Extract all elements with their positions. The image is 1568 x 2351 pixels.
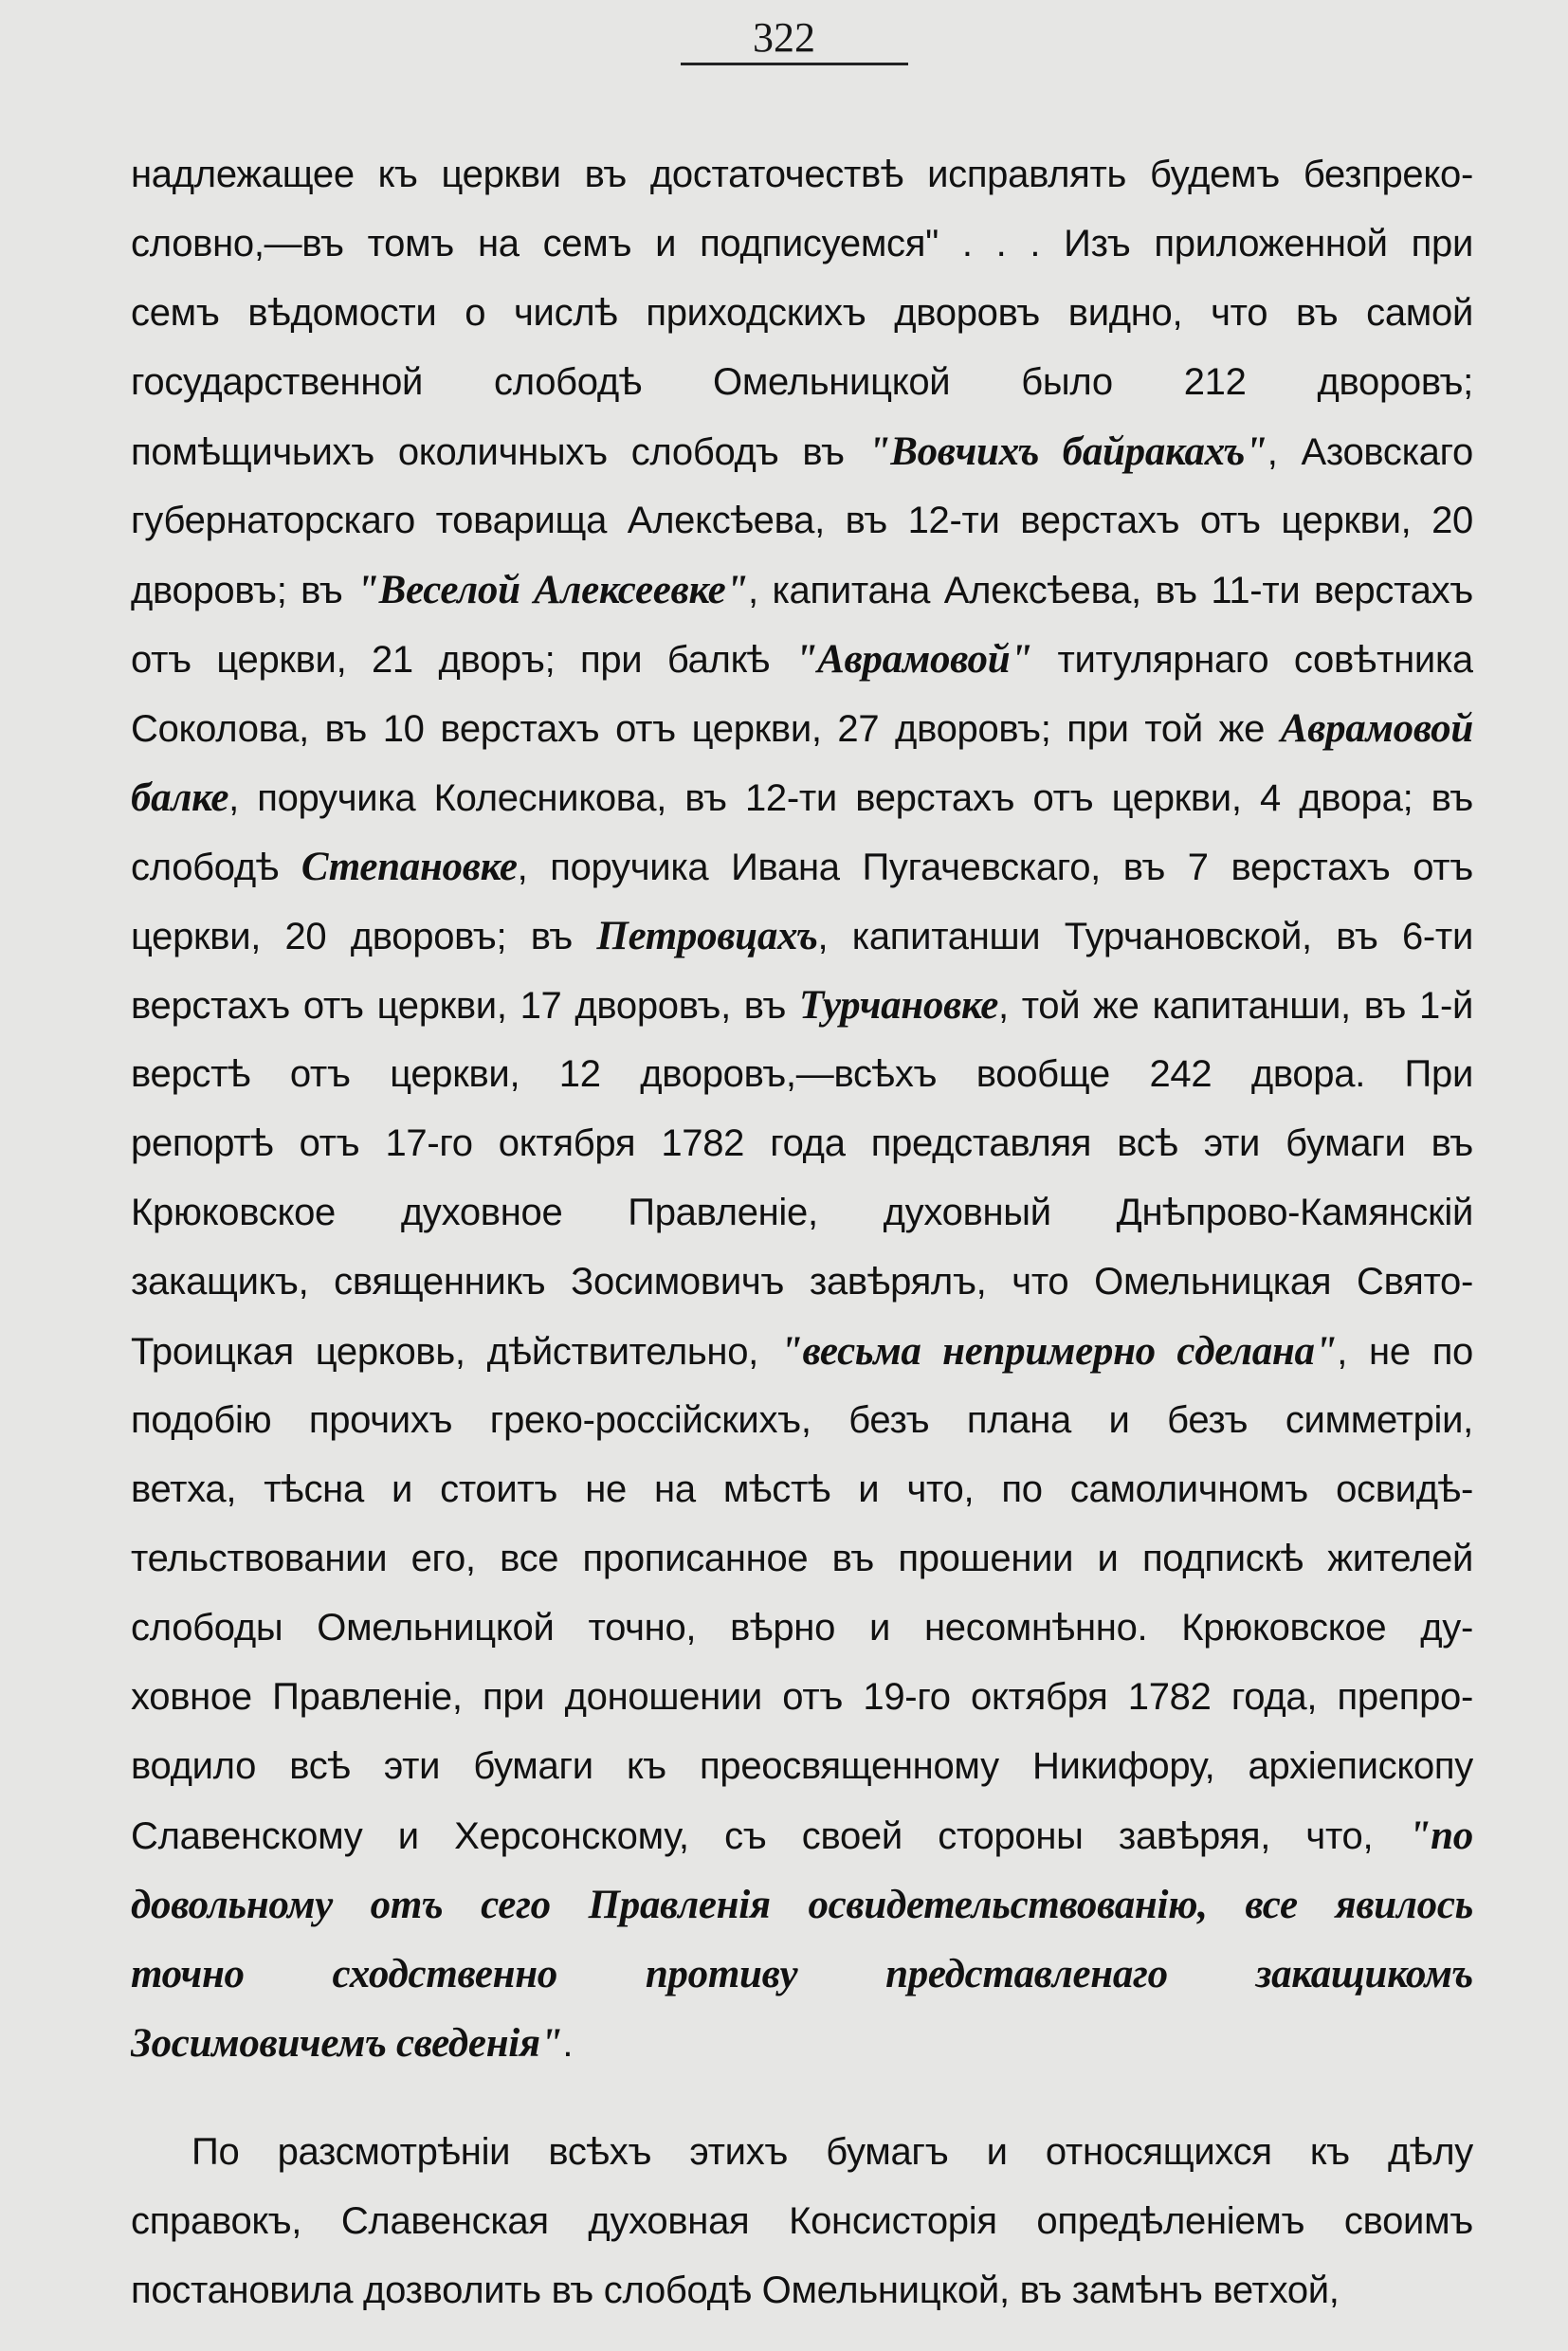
text-segment: словно,—въ томъ на семъ и подписуемся" . . . Изъ приложенной при: [131, 223, 1473, 264]
text-line: [131, 1524, 1473, 1594]
text-segment: титулярнаго совѣтника: [1031, 639, 1473, 681]
text-line: [131, 556, 1473, 625]
text-line: [131, 140, 1473, 210]
text-line: [131, 1386, 1473, 1455]
text-segment: водило всѣ эти бумаги къ преосвященному Никифору, архіепископу: [131, 1745, 1473, 1787]
text-segment: , поручика Колесникова, въ 12-ти верстахъ отъ церкви, 4 двора; въ: [228, 777, 1473, 819]
text-segment: Славенскому и Херсонскому, съ своей стороны завѣряя, что,: [131, 1815, 1409, 1857]
text-segment: отъ церкви, 21 дворъ; при балкѣ: [131, 639, 795, 681]
text-segment: По разсмотрѣніи всѣхъ этихъ бумагъ и относящихся къ дѣлу: [191, 2131, 1473, 2173]
text-line: [131, 902, 1473, 971]
text-segment: , поручика Ивана Пугачевскаго, въ 7 верстахъ отъ: [517, 847, 1473, 888]
text-line: [131, 1178, 1473, 1248]
text-segment: Крюковское духовное Правленіе, духовный Днѣпрово-Камянскій: [131, 1192, 1473, 1233]
italic-phrase: "Веселой Алексеевке": [356, 568, 749, 612]
text-line: [131, 1870, 1473, 1940]
text-line: [131, 210, 1473, 279]
text-segment: верстѣ отъ церкви, 12 дворовъ,—всѣхъ вообще 242 двора. При: [131, 1053, 1473, 1095]
page-number-rule: [681, 63, 908, 65]
text-segment: губернаторскаго товарища Алексѣева, въ 12-ти верстахъ отъ церкви, 20: [131, 500, 1473, 541]
text-segment: дворовъ; въ: [131, 570, 357, 611]
text-line: [131, 832, 1473, 902]
text-line: [131, 2118, 1473, 2187]
text-segment: .: [562, 2023, 574, 2065]
text-line: [131, 763, 1473, 832]
text-segment: слободы Омельницкой точно, вѣрно и несомнѣнно. Крюковское ду-: [131, 1607, 1473, 1649]
text-segment: семъ вѣдомости о числѣ приходскихъ дворовъ видно, что въ самой: [131, 292, 1473, 334]
text-line: [131, 1940, 1473, 2009]
text-segment: Соколова, въ 10 верстахъ отъ церкви, 27 дворовъ; при той же: [131, 708, 1281, 750]
text-line: [131, 1109, 1473, 1178]
text-segment: тельствовании его, все прописанное въ прошении и подпискѣ жителей: [131, 1538, 1473, 1579]
italic-phrase: "Вовчихъ байракахъ": [867, 429, 1267, 474]
text-line: [131, 486, 1473, 556]
text-segment: верстахъ отъ церкви, 17 дворовъ, въ: [131, 985, 800, 1027]
text-segment: Троицкая церковь, дѣйствительно,: [131, 1331, 780, 1373]
page-number: 322: [753, 14, 815, 61]
text-line: [131, 1732, 1473, 1801]
text-segment: слободѣ: [131, 847, 301, 888]
text-line: [131, 1663, 1473, 1732]
italic-phrase: довольному отъ сего Правленія освидетельствованію, все явилось: [131, 1883, 1473, 1927]
text-segment: , капитанши Турчановской, въ 6-ти: [817, 916, 1473, 957]
paragraph-gap: [131, 2078, 1473, 2118]
text-segment: постановила дозволить въ слободѣ Омельницкой, въ замѣнъ ветхой,: [131, 2269, 1340, 2311]
text-line: [131, 971, 1473, 1040]
text-segment: церкви, 20 дворовъ; въ: [131, 916, 597, 957]
paragraph-2: [131, 2118, 1473, 2325]
text-segment: , Азовскаго: [1267, 431, 1473, 473]
text-line: [131, 2256, 1473, 2325]
italic-phrase: "по: [1408, 1813, 1473, 1858]
text-segment: надлежащее къ церкви въ достаточествѣ исправлять будемъ безпреко-: [131, 154, 1473, 195]
text-line: [131, 417, 1473, 486]
italic-phrase: Петровцахъ: [596, 914, 818, 958]
text-line: [131, 2009, 1473, 2078]
text-line: [131, 1594, 1473, 1663]
text-line: [131, 348, 1473, 417]
text-line: [131, 694, 1473, 763]
text-line: [131, 279, 1473, 348]
text-segment: , той же капитанши, въ 1-й: [997, 985, 1473, 1027]
text-line: [131, 1801, 1473, 1870]
italic-phrase: Турчановке: [799, 983, 998, 1028]
paragraph-1: [131, 140, 1473, 2078]
italic-phrase: Степановке: [301, 845, 518, 889]
text-segment: , капитана Алексѣева, въ 11-ти верстахъ: [748, 570, 1473, 611]
italic-phrase: балке: [131, 775, 229, 820]
italic-phrase: "весьма непримерно сделана": [779, 1329, 1338, 1374]
italic-phrase: "Аврамовой": [794, 637, 1032, 682]
text-line: [131, 1455, 1473, 1524]
text-line: [131, 1040, 1473, 1109]
text-segment: подобію прочихъ греко-россійскихъ, безъ плана и безъ симметріи,: [131, 1399, 1473, 1441]
italic-phrase: Аврамовой: [1280, 706, 1473, 751]
text-segment: ветха, тѣсна и стоитъ не на мѣстѣ и что, по самоличномъ освидѣ-: [131, 1468, 1473, 1510]
body-text: [131, 140, 1473, 2325]
text-segment: государственной слободѣ Омельницкой было 212 дворовъ;: [131, 361, 1473, 403]
italic-phrase: Зосимовичемъ сведенія": [131, 2021, 563, 2066]
text-segment: , не по: [1337, 1331, 1473, 1373]
text-segment: закащикъ, священникъ Зосимовичъ завѣрялъ, что Омельницкая Свято-: [131, 1261, 1473, 1303]
text-segment: помѣщичьихъ околичныхъ слободъ въ: [131, 431, 868, 473]
text-segment: ховное Правленіе, при доношении отъ 19-го октября 1782 года, препро-: [131, 1676, 1473, 1718]
text-line: [131, 1248, 1473, 1317]
text-segment: репортѣ отъ 17-го октября 1782 года представляя всѣ эти бумаги въ: [131, 1122, 1473, 1164]
text-segment: справокъ, Славенская духовная Консисторія опредѣленіемъ своимъ: [131, 2200, 1473, 2242]
text-line: [131, 2187, 1473, 2256]
text-line: [131, 1317, 1473, 1386]
text-line: [131, 625, 1473, 694]
italic-phrase: точно сходственно противу представленаго закащикомъ: [131, 1952, 1473, 1996]
